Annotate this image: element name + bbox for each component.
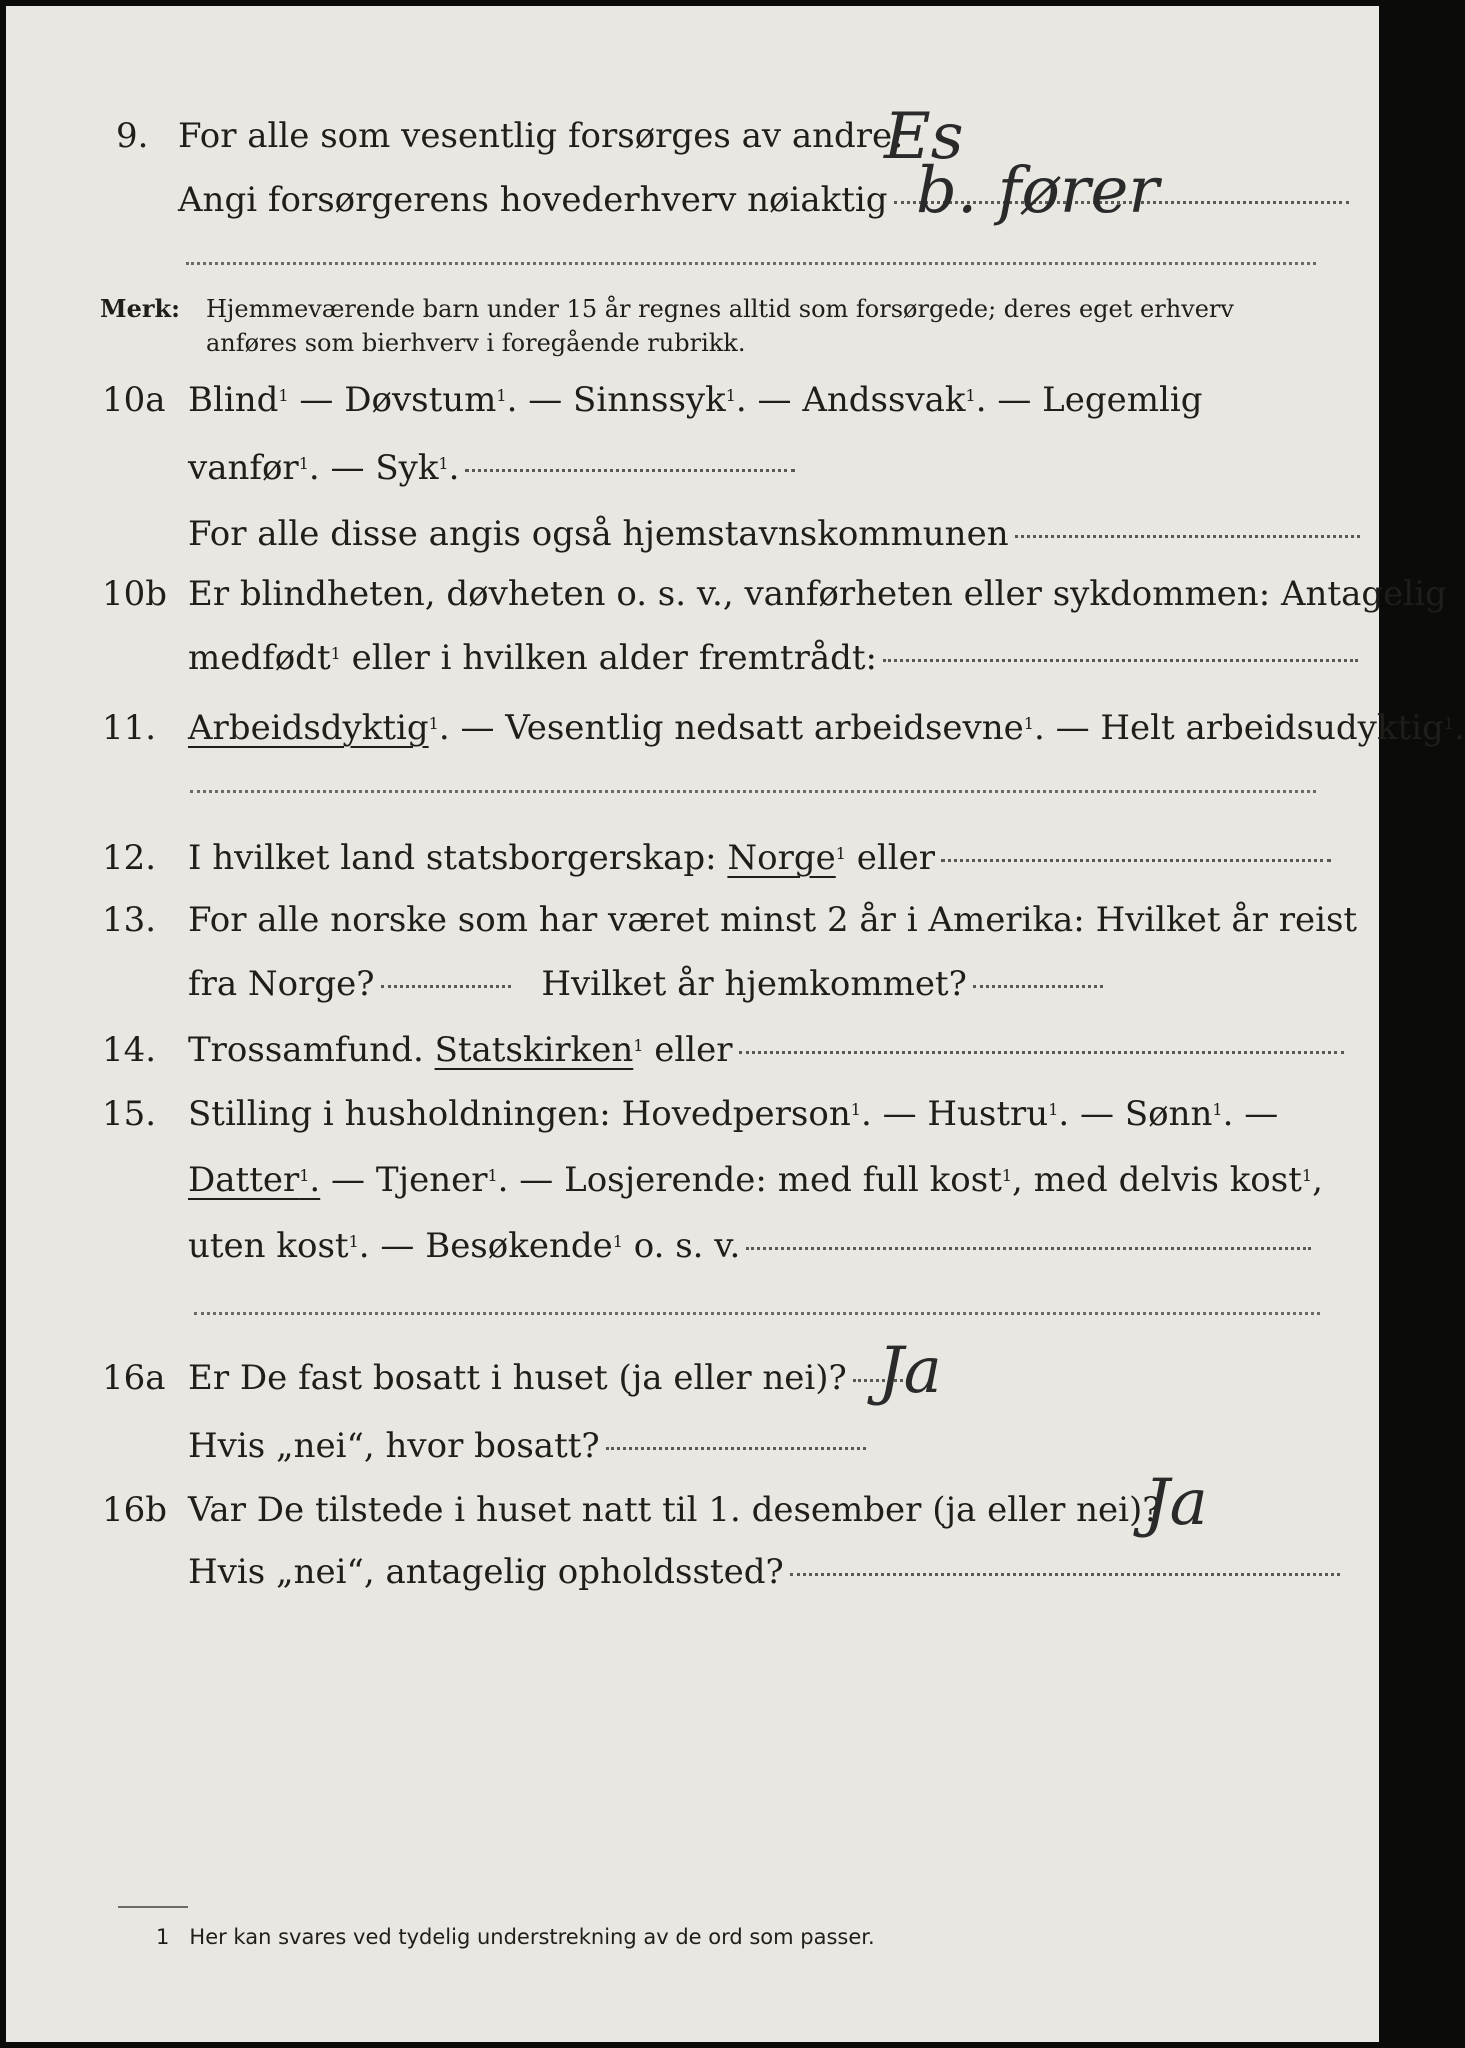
q10a-sinnssyk: Sinnssyk$^1$.: [573, 380, 747, 420]
q14-line1: Trossamfund. Statskirken$^1$ eller: [188, 1028, 1344, 1072]
merk-label: Merk:: [100, 294, 180, 323]
q11-arbeidsdyktig: Arbeidsdyktig: [188, 708, 429, 748]
q9-line1: [178, 114, 904, 158]
q15-uten-kost: uten kost$^1$.: [188, 1226, 370, 1266]
q10a-hjemstavn: For alle disse angis også hjemstavnskommunen: [188, 514, 1009, 554]
q13-line1: For alle norske som har været minst 2 år i Amerika: Hvilket år reist: [188, 900, 1358, 940]
q15-datter: Datter$^1$.: [188, 1160, 321, 1200]
merk-line1: Hjemmeværende barn under 15 år regnes alltid som forsørgede; deres eget erhverv: [206, 295, 1234, 323]
q9-blank-line: [186, 262, 1316, 265]
q10a-blind: Blind$^1$: [188, 380, 289, 420]
q9-text2: Angi forsørgerens hovederhverv nøiaktig: [178, 180, 888, 220]
q10a-line3: [188, 512, 1360, 556]
q11-blank-line: [190, 790, 1316, 793]
q10a-andssvak: Andssvak$^1$.: [802, 380, 987, 420]
q14-statskirken: Statskirken: [434, 1030, 634, 1070]
q10b-line2: medfødt$^1$ eller i hvilken alder fremtrådt:: [188, 636, 1358, 680]
census-form-page: [6, 6, 1465, 2042]
q10a-legemlig: Legemlig: [1042, 380, 1203, 420]
q10a-dovstum: Døvstum$^1$.: [344, 380, 518, 420]
q10a-line1: Blind$^1$ — Døvstum$^1$. — Sinnssyk$^1$. — Andssvak$^1$. — Legemlig: [188, 380, 1203, 420]
q16a-line2: Hvis „nei“, hvor bosatt?: [188, 1424, 866, 1468]
q9-handwritten-1: Es: [884, 100, 964, 174]
q11-line1: Arbeidsdyktig$^1$. — Vesentlig nedsatt arbeidsevne$^1$. — Helt arbeidsudyktig$^1$.: [188, 708, 1465, 748]
q12-number: 12.: [102, 838, 157, 878]
q15-sonn: Sønn$^1$.: [1124, 1094, 1234, 1134]
q15-line3: uten kost$^1$. — Besøkende$^1$ o. s. v.: [188, 1224, 1311, 1268]
q10a-line2: vanfør$^1$. — Syk$^1$.: [188, 446, 795, 490]
q11-number: 11.: [102, 708, 157, 748]
q15-line1: Stilling i husholdningen: Hovedperson$^1$. — Hustru$^1$. — Sønn$^1$. —: [188, 1094, 1279, 1134]
q16b-number: 16b: [102, 1490, 168, 1530]
q10a-number: 10a: [102, 380, 166, 420]
q15-hustru: Hustru$^1$.: [927, 1094, 1070, 1134]
merk-line2: anføres som bierhverv i foregående rubrikk.: [206, 329, 746, 357]
q11-nedsatt: Vesentlig nedsatt arbeidsevne$^1$.: [505, 708, 1045, 748]
q16a-handwritten: Ja: [878, 1334, 942, 1408]
q16b-handwritten: Ja: [1144, 1466, 1208, 1540]
q15-tjener: Tjener$^1$.: [375, 1160, 509, 1200]
q15-line2: Datter$^1$. — Tjener$^1$. — Losjerende: med full kost$^1$, med delvis kost$^1$,: [188, 1160, 1323, 1200]
q15-besokende: Besøkende$^1$: [425, 1226, 623, 1266]
q15-delvis-kost: med delvis kost$^1$,: [1033, 1160, 1323, 1200]
q9-text1: For alle som vesentlig forsørges av andre:: [178, 116, 904, 156]
q16b-line2: Hvis „nei“, antagelig opholdssted?: [188, 1550, 1340, 1594]
q10b-number: 10b: [102, 574, 168, 614]
q10b-medfodt: medfødt$^1$: [188, 638, 341, 678]
q12-norge: Norge: [727, 838, 836, 878]
footnote-rule: [118, 1906, 188, 1908]
q16a-line1: Er De fast bosatt i huset (ja eller nei)?: [188, 1356, 903, 1400]
q10b-line1: Er blindheten, døvheten o. s. v., vanførheten eller sykdommen: Antagelig: [188, 574, 1447, 614]
q15-number: 15.: [102, 1094, 157, 1134]
q13-line2: fra Norge? Hvilket år hjemkommet?: [188, 962, 1103, 1006]
q9-line2: [178, 178, 1349, 222]
q15-full-kost: med full kost$^1$,: [777, 1160, 1023, 1200]
q10a-vanfor: vanfør$^1$.: [188, 448, 320, 488]
q15-blank-line: [194, 1312, 1320, 1315]
q13-number: 13.: [102, 900, 157, 940]
q9-number: 9.: [116, 116, 149, 156]
q15-hovedperson: Hovedperson$^1$.: [621, 1094, 872, 1134]
q16a-number: 16a: [102, 1358, 166, 1398]
footnote: 1 Her kan svares ved tydelig understrekning av de ord som passer.: [156, 1925, 875, 1949]
q16b-line1: Var De tilstede i huset natt til 1. desember (ja eller nei)?: [188, 1490, 1161, 1530]
q12-line1: I hvilket land statsborgerskap: Norge$^1$ eller: [188, 836, 1331, 880]
q9-handwritten-2: b. fører: [916, 154, 1159, 228]
q11-udyktig: Helt arbeidsudyktig$^1$.: [1100, 708, 1465, 748]
q14-number: 14.: [102, 1030, 157, 1070]
q10a-syk: Syk$^1$.: [375, 448, 460, 488]
